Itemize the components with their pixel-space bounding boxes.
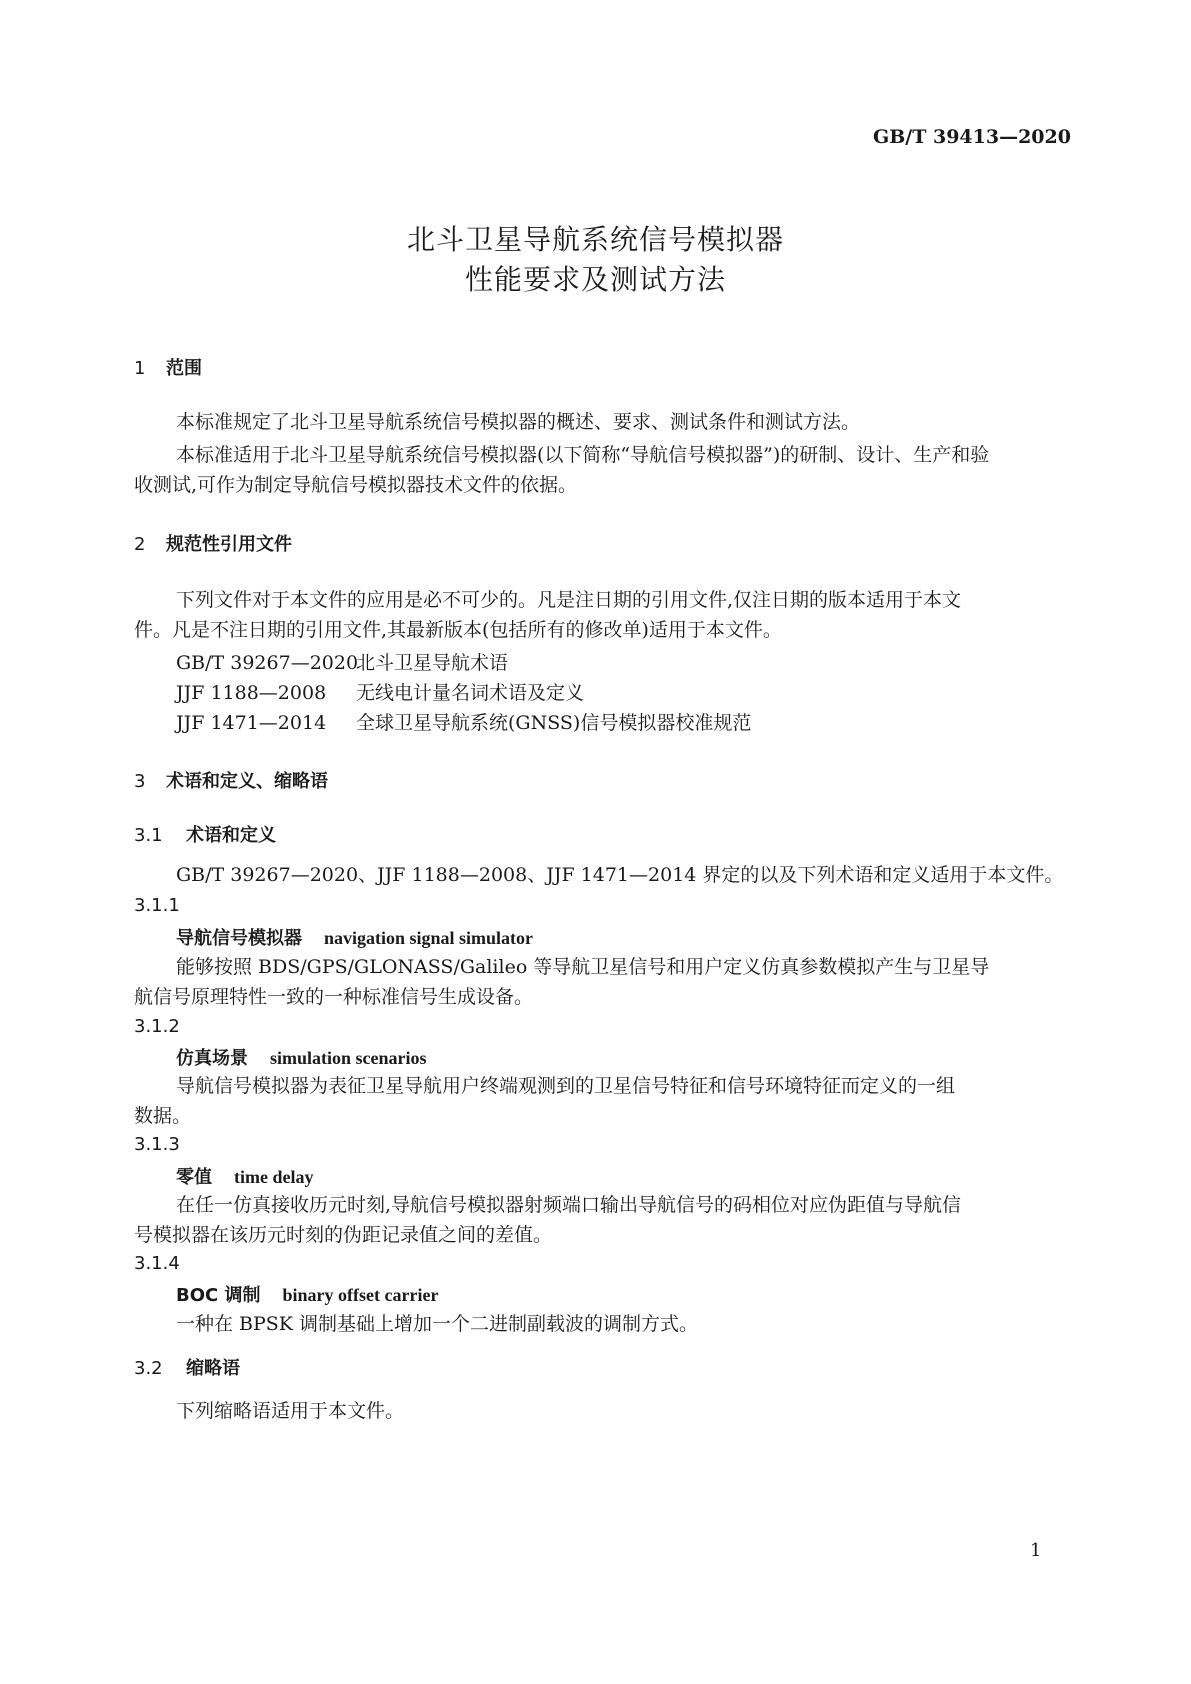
subsection-title: 术语和定义 <box>186 825 276 846</box>
subsection-3-1-heading <box>134 821 276 847</box>
term-zh: 导航信号模拟器 <box>176 928 302 949</box>
reference-item <box>176 648 508 675</box>
section-number: 2 <box>134 534 146 555</box>
section-1-para-2-line-2: 收测试,可作为制定导航信号模拟器技术文件的依据。 <box>134 474 578 496</box>
term-definition-line-2: 号模拟器在该历元时刻的伪距记录值之间的差值。 <box>134 1224 553 1246</box>
standard-number: GB/T 39413—2020 <box>873 126 1071 148</box>
section-2-para-line-1: 下列文件对于本文件的应用是必不可少的。凡是注日期的引用文件,仅注日期的版本适用于本文 <box>176 589 962 611</box>
term-definition-line-1: 能够按照 BDS/GPS/GLONASS/Galileo 等导航卫星信号和用户定义仿真参数模拟产生与卫星导 <box>176 956 990 978</box>
subsection-3-1-intro: GB/T 39267—2020、JJF 1188—2008、JJF 1471—2014 界定的以及下列术语和定义适用于本文件。 <box>176 864 1064 886</box>
term-heading <box>176 1163 313 1189</box>
subsection-3-2-intro: 下列缩略语适用于本文件。 <box>176 1400 405 1422</box>
section-title: 范围 <box>166 358 202 379</box>
title-line-2: 性能要求及测试方法 <box>464 263 726 296</box>
term-definition-line-2: 航信号原理特性一致的一种标准信号生成设备。 <box>134 986 534 1008</box>
subsection-3-2-heading <box>134 1354 240 1380</box>
term-zh: 仿真场景 <box>176 1048 248 1069</box>
section-1-para-2-line-1: 本标准适用于北斗卫星导航系统信号模拟器(以下简称“导航信号模拟器”)的研制、设计、生产和验 <box>176 444 990 466</box>
term-heading <box>176 1044 427 1070</box>
section-2-para-line-2: 件。凡是不注日期的引用文件,其最新版本(包括所有的修改单)适用于本文件。 <box>134 619 782 641</box>
term-number: 3.1.1 <box>134 895 180 916</box>
term-definition-line-2: 数据。 <box>134 1105 192 1127</box>
term-zh: BOC 调制 <box>176 1285 261 1306</box>
reference-code: GB/T 39267—2020 <box>176 652 359 674</box>
term-en: navigation signal simulator <box>324 928 534 948</box>
section-title: 规范性引用文件 <box>166 534 292 555</box>
title-line-1: 北斗卫星导航系统信号模拟器 <box>406 223 784 256</box>
reference-title: 北斗卫星导航术语 <box>356 652 509 674</box>
term-number: 3.1.2 <box>134 1016 180 1037</box>
term-en: time delay <box>234 1167 314 1187</box>
subsection-title: 缩略语 <box>186 1358 240 1379</box>
section-1-heading <box>134 354 202 380</box>
reference-code: JJF 1188—2008 <box>176 682 327 704</box>
term-definition-line-1: 一种在 BPSK 调制基础上增加一个二进制副载波的调制方式。 <box>176 1313 699 1335</box>
section-number: 1 <box>134 358 146 379</box>
term-definition-line-1: 在任一仿真接收历元时刻,导航信号模拟器射频端口输出导航信号的码相位对应伪距值与导航信 <box>176 1194 962 1216</box>
term-number: 3.1.4 <box>134 1253 180 1274</box>
term-zh: 零值 <box>176 1167 212 1188</box>
section-title: 术语和定义、缩略语 <box>166 771 328 792</box>
subsection-number: 3.2 <box>134 1358 163 1379</box>
reference-item <box>176 678 584 705</box>
term-en: simulation scenarios <box>270 1048 427 1068</box>
term-heading <box>176 1281 438 1307</box>
term-number: 3.1.3 <box>134 1134 180 1155</box>
section-2-heading <box>134 530 292 556</box>
reference-title: 全球卫星导航系统(GNSS)信号模拟器校准规范 <box>356 712 752 734</box>
section-1-para-1: 本标准规定了北斗卫星导航系统信号模拟器的概述、要求、测试条件和测试方法。 <box>176 411 861 433</box>
section-number: 3 <box>134 771 146 792</box>
section-3-heading <box>134 767 328 793</box>
term-heading <box>176 924 533 950</box>
term-definition-line-1: 导航信号模拟器为表征卫星导航用户终端观测到的卫星信号特征和信号环境特征而定义的一组 <box>176 1075 956 1097</box>
subsection-number: 3.1 <box>134 825 163 846</box>
reference-item <box>176 708 751 735</box>
reference-code: JJF 1471—2014 <box>176 712 327 734</box>
term-en: binary offset carrier <box>282 1285 439 1305</box>
page-number: 1 <box>1030 1540 1042 1561</box>
reference-title: 无线电计量名词术语及定义 <box>356 682 585 704</box>
